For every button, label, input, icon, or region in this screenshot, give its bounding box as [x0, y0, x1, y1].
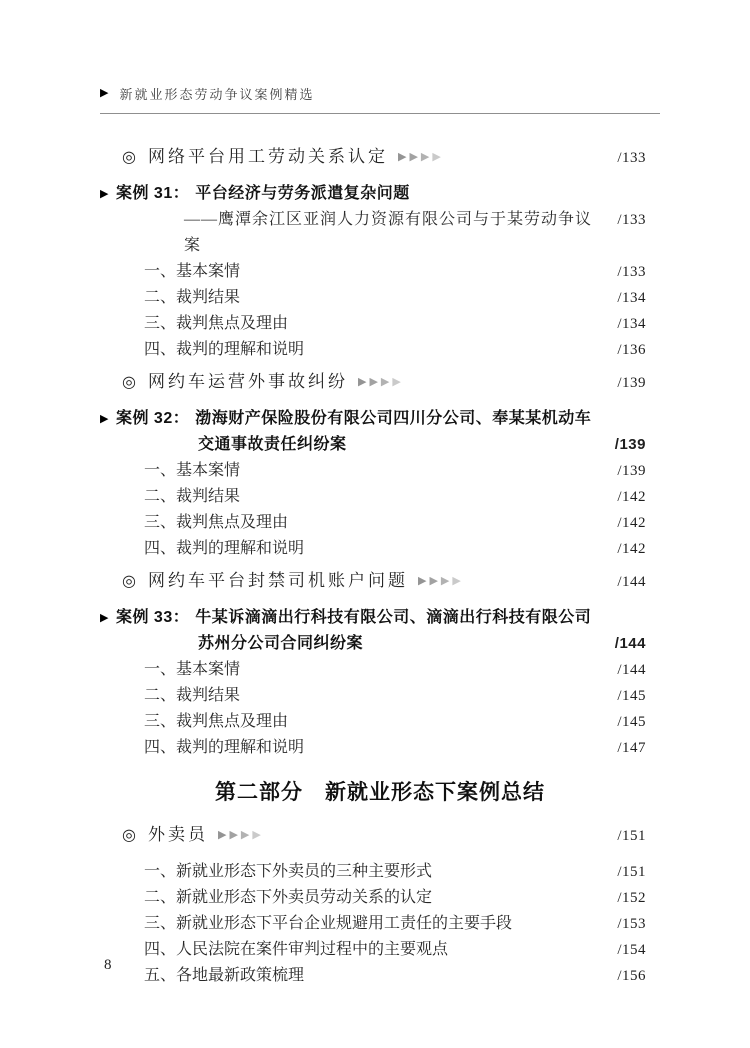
- page-ref: /134: [617, 316, 646, 332]
- toc-item-row: [100, 311, 660, 337]
- page-ref: /139: [617, 375, 646, 391]
- item-title: 三、裁判焦点及理由: [144, 514, 289, 531]
- case-marker-icon: ▶: [100, 188, 109, 200]
- toc-item-row: [100, 458, 660, 484]
- toc-item-row: [100, 911, 660, 937]
- toc-case-continuation-row: [100, 432, 660, 458]
- page-ref: /142: [617, 489, 646, 505]
- page-ref: /145: [617, 688, 646, 704]
- case-number: 案例 33：: [115, 609, 190, 626]
- fading-arrows-icon: ▶ ▶ ▶ ▶: [217, 829, 261, 841]
- page-ref: /136: [617, 342, 646, 358]
- case-title-continuation: 苏州分公司合同纠纷案: [198, 635, 364, 652]
- page-ref: /142: [617, 541, 646, 557]
- case-title: 平台经济与劳务派遣复杂问题: [195, 185, 410, 202]
- page-ref: /152: [617, 890, 646, 906]
- case-title-continuation: 交通事故责任纠纷案: [198, 436, 347, 453]
- running-header: [100, 84, 660, 114]
- item-title: 三、裁判焦点及理由: [144, 713, 289, 730]
- page-ref: /134: [617, 290, 646, 306]
- header-marker-icon: ▶: [100, 87, 109, 99]
- toc-item-row: [100, 536, 660, 562]
- section-title: 网约车运营外事故纠纷: [147, 372, 348, 391]
- item-title: 三、裁判焦点及理由: [144, 315, 289, 332]
- item-title: 二、裁判结果: [144, 289, 241, 306]
- fading-arrows-icon: ▶ ▶ ▶ ▶: [397, 151, 441, 163]
- toc-item-row: [100, 259, 660, 285]
- toc-section-row: [100, 821, 660, 850]
- toc-case-continuation-row: [100, 631, 660, 657]
- page-ref: /144: [617, 662, 646, 678]
- page-ref: /144: [614, 635, 646, 652]
- section-title: 外卖员: [147, 825, 208, 844]
- case-subtitle: ——鹰潭余江区亚润人力资源有限公司与于某劳动争议案: [184, 211, 593, 254]
- page-ref: /151: [617, 864, 646, 880]
- item-title: 二、裁判结果: [144, 687, 241, 704]
- item-title: 五、各地最新政策梳理: [144, 967, 305, 984]
- folio-page-number: 8: [104, 957, 112, 973]
- toc-section-row: [100, 368, 660, 397]
- bullseye-icon: ◎: [122, 374, 136, 391]
- page-ref: /133: [617, 264, 646, 280]
- toc-case-row: [100, 406, 660, 432]
- toc-item-row: [100, 657, 660, 683]
- page-ref: /154: [617, 942, 646, 958]
- page-ref: /145: [617, 714, 646, 730]
- item-title: 二、裁判结果: [144, 488, 241, 505]
- page-ref: /151: [617, 828, 646, 844]
- toc-item-row: [100, 859, 660, 885]
- toc-case-subtitle-row: [100, 207, 660, 259]
- case-number: 案例 32：: [115, 410, 190, 427]
- fading-arrows-icon: ▶ ▶ ▶ ▶: [357, 376, 401, 388]
- case-number: 案例 31：: [115, 185, 190, 202]
- bullseye-icon: ◎: [122, 573, 136, 590]
- case-marker-icon: ▶: [100, 413, 109, 425]
- toc-item-row: [100, 683, 660, 709]
- toc-item-row: [100, 337, 660, 363]
- toc-item-row: [100, 735, 660, 761]
- toc-item-row: [100, 963, 660, 989]
- toc-item-row: [100, 709, 660, 735]
- toc-section-row: [100, 567, 660, 596]
- item-title: 一、基本案情: [144, 263, 241, 280]
- toc-item-row: [100, 510, 660, 536]
- toc-section-row: [100, 143, 660, 172]
- case-marker-icon: ▶: [100, 612, 109, 624]
- item-title: 一、基本案情: [144, 661, 241, 678]
- part-heading: 第二部分 新就业形态下案例总结: [215, 781, 545, 804]
- case-title: 渤海财产保险股份有限公司四川分公司、奉某某机动车: [195, 410, 592, 427]
- page-ref: /133: [617, 212, 646, 228]
- page-ref: /139: [617, 463, 646, 479]
- toc-item-row: [100, 937, 660, 963]
- page-ref: /144: [617, 574, 646, 590]
- bullseye-icon: ◎: [122, 827, 136, 844]
- page-ref: /142: [617, 515, 646, 531]
- item-title: 一、新就业形态下外卖员的三种主要形式: [144, 863, 433, 880]
- case-title: 牛某诉滴滴出行科技有限公司、滴滴出行科技有限公司: [195, 609, 592, 626]
- item-title: 四、人民法院在案件审判过程中的主要观点: [144, 941, 449, 958]
- page-ref: /133: [617, 150, 646, 166]
- toc-item-row: [100, 285, 660, 311]
- page-ref: /156: [617, 968, 646, 984]
- toc-item-row: [100, 484, 660, 510]
- running-header-title: 新就业形态劳动争议案例精选: [119, 87, 315, 102]
- item-title: 四、裁判的理解和说明: [144, 739, 305, 756]
- bullseye-icon: ◎: [122, 149, 136, 166]
- item-title: 三、新就业形态下平台企业规避用工责任的主要手段: [144, 915, 513, 932]
- section-title: 网约车平台封禁司机账户问题: [147, 571, 408, 590]
- item-title: 四、裁判的理解和说明: [144, 341, 305, 358]
- toc-case-row: [100, 181, 660, 207]
- toc-item-row: [100, 885, 660, 911]
- page-ref: /153: [617, 916, 646, 932]
- item-title: 二、新就业形态下外卖员劳动关系的认定: [144, 889, 433, 906]
- table-of-contents: [100, 114, 660, 989]
- toc-case-row: [100, 605, 660, 631]
- fading-arrows-icon: ▶ ▶ ▶ ▶: [417, 575, 461, 587]
- item-title: 一、基本案情: [144, 462, 241, 479]
- section-title: 网络平台用工劳动关系认定: [147, 147, 388, 166]
- page-ref: /139: [614, 436, 646, 453]
- item-title: 四、裁判的理解和说明: [144, 540, 305, 557]
- page-ref: /147: [617, 740, 646, 756]
